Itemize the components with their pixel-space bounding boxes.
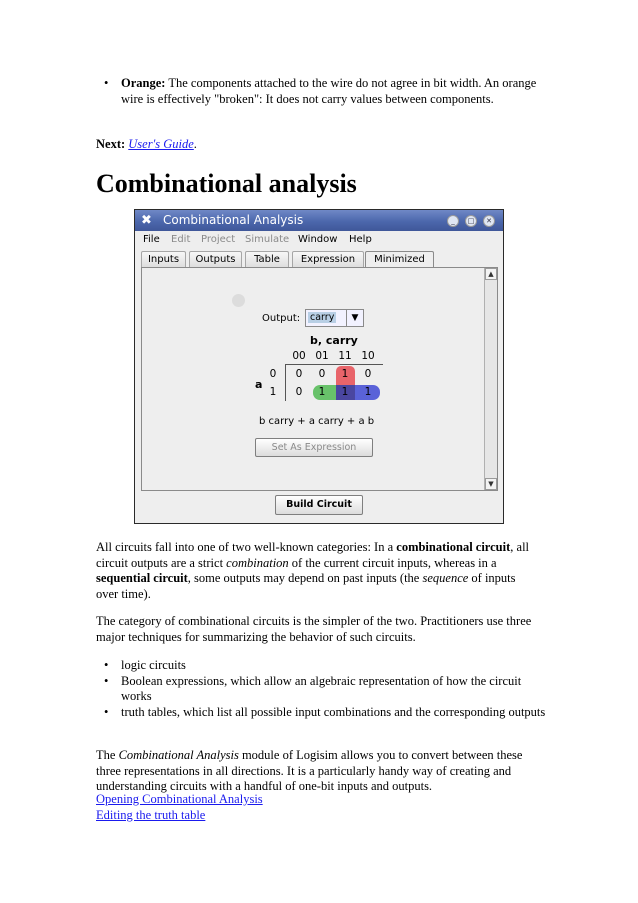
term-combination: combination	[226, 555, 289, 570]
output-label: Output:	[262, 313, 301, 324]
p1-text: of inputs over time).	[96, 571, 516, 601]
scroll-down-icon[interactable]: ▼	[485, 478, 497, 490]
kmap-horizontal-rule	[285, 364, 383, 365]
minimized-panel	[141, 267, 498, 491]
next-line	[96, 137, 546, 153]
kmap-col-header: 00	[292, 350, 306, 362]
p3-text: module of Logisim allows you to convert between these three representations in all directions. It is a particularly handy way of creating and understanding circuits with a handful of one-bit inputs and outputs.	[96, 748, 523, 793]
link-editing-truth-table[interactable]: Editing the truth table	[96, 807, 206, 822]
tab-expression[interactable]: Expression	[292, 251, 364, 267]
title-bar	[135, 210, 503, 231]
status-circle-icon	[232, 294, 245, 307]
tab-inputs[interactable]: Inputs	[141, 251, 186, 267]
term-sequential: sequential circuit	[96, 571, 188, 585]
page-heading: Combinational analysis	[96, 169, 357, 198]
paragraph-categories	[96, 540, 538, 602]
next-label: Next:	[96, 137, 126, 151]
kmap-col-header: 10	[361, 350, 375, 362]
menu-project[interactable]: Project	[201, 234, 236, 245]
tab-table[interactable]: Table	[245, 251, 289, 267]
term-combinational: combinational circuit	[396, 540, 511, 554]
tab-strip	[141, 251, 497, 268]
kmap-col-header: 01	[315, 350, 329, 362]
orange-wire-bullet	[96, 76, 546, 107]
kmap-row-header: 0	[269, 368, 277, 380]
kmap-cell: 1	[364, 386, 372, 398]
chevron-down-icon: ▼	[346, 310, 363, 326]
list-item: • logic circuits	[96, 658, 546, 674]
bullet-text: The components attached to the wire do not agree in bit width. An orange wire is effectively "broken": It does not carry values between components.	[121, 76, 537, 106]
maximize-icon[interactable]: □	[465, 215, 477, 227]
paragraph-module	[96, 748, 538, 795]
menu-simulate[interactable]: Simulate	[245, 234, 290, 245]
kmap-vertical-rule	[285, 365, 286, 401]
kmap-cell: 1	[318, 386, 326, 398]
p3-text: The	[96, 748, 119, 762]
next-period: .	[193, 137, 197, 151]
tab-minimized[interactable]: Minimized	[365, 251, 434, 268]
kmap-column-variables: b, carry	[310, 334, 358, 347]
menu-edit[interactable]: Edit	[171, 234, 191, 245]
list-item: • Boolean expressions, which allow an algebraic representation of how the circuit works	[96, 674, 546, 705]
app-icon: ✖	[141, 213, 152, 228]
minimized-expression: b carry + a carry + a b	[259, 416, 375, 427]
output-select-value: carry	[310, 312, 335, 323]
scroll-up-icon[interactable]: ▲	[485, 268, 497, 280]
p1-text: , all circuit outputs are a strict	[96, 540, 530, 570]
close-icon[interactable]: ✕	[483, 215, 495, 227]
paragraph-techniques: The category of combinational circuits is the simpler of the two. Practitioners use three major techniques for summarizing the behavior of such circuits.	[96, 614, 532, 644]
build-circuit-button[interactable]: Build Circuit	[275, 495, 363, 515]
vertical-scrollbar[interactable]	[484, 268, 497, 490]
bullet-term: Orange:	[121, 76, 166, 90]
minimize-icon[interactable]: _	[447, 215, 459, 227]
p1-text: All circuits fall into one of two well-known categories: In a	[96, 540, 397, 554]
p1-text: of the current circuit inputs, whereas in a	[288, 555, 497, 570]
term-sequence: sequence	[422, 571, 469, 585]
list-item: • truth tables, which list all possible input combinations and the corresponding outputs	[96, 705, 546, 721]
kmap-cell: 1	[341, 368, 349, 380]
menu-file[interactable]: File	[143, 234, 160, 245]
p1-text: , some outputs may depend on past inputs (the	[187, 571, 423, 585]
kmap-cell: 0	[364, 368, 372, 380]
menu-window[interactable]: Window	[298, 234, 338, 245]
link-opening-combinational-analysis[interactable]: Opening Combinational Analysis	[96, 792, 263, 806]
kmap-cell: 1	[341, 386, 349, 398]
users-guide-link[interactable]: User's Guide	[128, 137, 194, 151]
window-title: Combinational Analysis	[163, 213, 304, 227]
kmap-col-header: 11	[338, 350, 352, 362]
menu-bar	[135, 231, 503, 249]
kmap-row-header: 1	[269, 386, 277, 398]
term-module-name: Combinational Analysis	[118, 748, 239, 762]
techniques-list	[96, 658, 546, 720]
kmap-cell: 0	[295, 368, 303, 380]
output-select[interactable]	[305, 309, 364, 327]
kmap-row-variable: a	[255, 378, 263, 391]
tab-outputs[interactable]: Outputs	[189, 251, 242, 267]
combinational-analysis-window	[134, 209, 504, 524]
section-links	[96, 792, 546, 823]
menu-help[interactable]: Help	[349, 234, 372, 245]
kmap-cell: 0	[295, 386, 303, 398]
top-bullet-list	[96, 76, 546, 107]
kmap-cell: 0	[318, 368, 326, 380]
set-as-expression-button[interactable]: Set As Expression	[255, 438, 373, 457]
